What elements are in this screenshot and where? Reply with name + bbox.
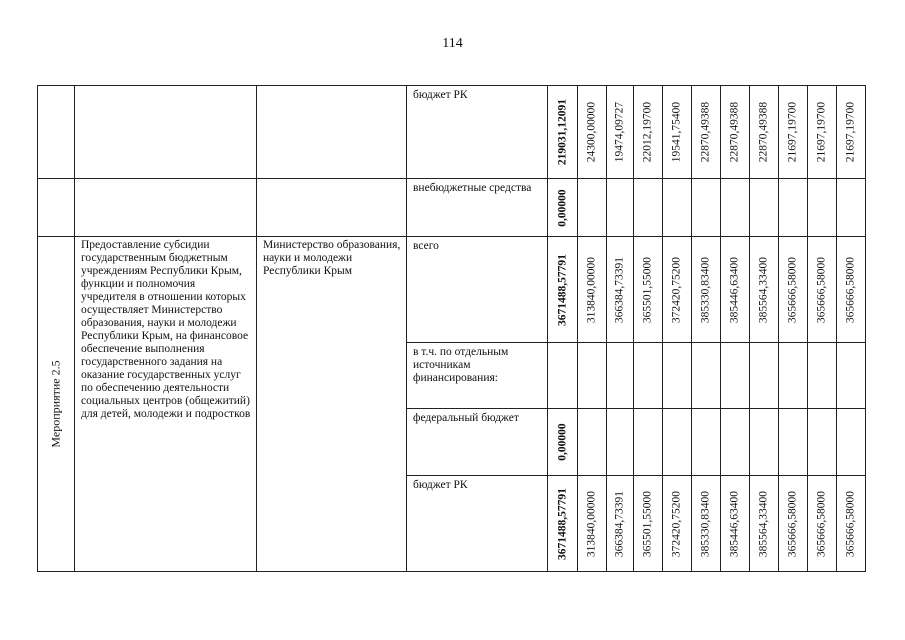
year-value-cell [692,86,721,179]
year-value: 365666,58000 [815,490,828,557]
year-value-cell [779,237,808,343]
year-value-cell [634,343,663,409]
year-value-cell [663,343,692,409]
year-value: 366384,73391 [613,256,626,323]
year-value-cell [808,409,837,476]
year-value: 22870,49388 [699,101,712,163]
year-value-cell [808,476,837,572]
year-value-cell [779,179,808,237]
year-value-cell [692,237,721,343]
year-value-cell [808,86,837,179]
year-value-cell [607,343,634,409]
year-value-cell [750,179,779,237]
year-value-cell [607,409,634,476]
year-value: 22870,49388 [757,101,770,163]
year-value: 313840,00000 [585,256,598,323]
funding-source: бюджет РК [413,479,468,491]
total-value: 3671488,57791 [556,487,568,560]
year-value: 24300,00000 [585,101,598,163]
year-value-cell [721,409,750,476]
year-value-cell [578,476,607,572]
year-value-cell [750,237,779,343]
funding-source: внебюджетные средства [413,182,532,194]
year-value-cell [721,86,750,179]
year-value: 365501,55000 [641,490,654,557]
total-cell [548,343,578,409]
funding-source-cell [407,179,548,237]
year-value: 385330,83400 [699,256,712,323]
table-row [38,237,866,343]
total-cell [548,179,578,237]
year-value-cell [578,237,607,343]
page-number: 114 [442,36,463,51]
executor-cell [257,237,407,572]
year-value-cell [721,343,750,409]
year-value: 385446,63400 [728,490,741,557]
year-value-cell [779,409,808,476]
year-value: 21697,19700 [815,101,828,163]
year-value-cell [837,179,866,237]
year-value-cell [692,179,721,237]
year-value-cell [837,343,866,409]
year-value-cell [607,86,634,179]
year-value-cell [779,343,808,409]
year-value-cell [578,86,607,179]
year-value: 365501,55000 [641,256,654,323]
year-value-cell [634,409,663,476]
year-value-cell [721,237,750,343]
year-value-cell [808,343,837,409]
year-value-cell [837,476,866,572]
total-cell [548,409,578,476]
year-value: 21697,19700 [786,101,799,163]
measure-code: Мероприятие 2.5 [48,360,63,448]
total-value: 219031,12091 [556,98,568,166]
year-value: 19541,75400 [670,101,683,163]
year-value: 19474,09727 [613,101,626,163]
year-value: 21697,19700 [844,101,857,163]
year-value: 365666,58000 [815,256,828,323]
year-value-cell [663,237,692,343]
empty-cell [38,86,75,179]
funding-source-cell [407,476,548,572]
funding-source-cell [407,343,548,409]
year-value-cell [721,179,750,237]
year-value: 372420,75200 [670,256,683,323]
year-value-cell [721,476,750,572]
funding-source-cell [407,237,548,343]
year-value: 22870,49388 [728,101,741,163]
funding-source: всего [413,240,439,252]
total-value: 0,00000 [556,423,568,461]
year-value-cell [779,86,808,179]
year-value-cell [607,179,634,237]
year-value: 313840,00000 [585,490,598,557]
year-value-cell [663,476,692,572]
year-value: 385446,63400 [728,256,741,323]
year-value-cell [634,476,663,572]
table-row [38,179,866,237]
funding-source: в т.ч. по отдельным источникам финансирования: [413,346,509,384]
total-value: 0,00000 [556,188,568,227]
year-value: 365666,58000 [786,256,799,323]
year-value: 22012,19700 [641,101,654,163]
year-value-cell [837,409,866,476]
total-cell [548,476,578,572]
year-value-cell [750,86,779,179]
year-value-cell [634,237,663,343]
year-value-cell [837,86,866,179]
total-cell [548,86,578,179]
year-value: 365666,58000 [844,490,857,557]
year-value-cell [578,179,607,237]
year-value-cell [808,179,837,237]
year-value: 365666,58000 [786,490,799,557]
empty-cell [75,179,257,237]
empty-cell [257,86,407,179]
year-value-cell [750,343,779,409]
year-value-cell [607,476,634,572]
year-value-cell [750,409,779,476]
measure-description: Предоставление субсидии государственным бюджетным учреждениям Республики Крым, функции и полномочия учредителя в отношении которых осуществляет Министерство образования, науки и молодежи Республики Крым, на финансовое обеспечение выполнения государственного задания на оказание государственных услуг по обеспечению деятельности социальных центров (общежитий) для детей, молодежи и подростков [81,239,251,420]
measure-code-cell [38,237,75,572]
year-value: 365666,58000 [844,256,857,323]
funding-source: федеральный бюджет [413,412,519,424]
year-value-cell [837,237,866,343]
year-value-cell [607,237,634,343]
year-value-cell [634,179,663,237]
year-value-cell [663,179,692,237]
year-value: 385564,33400 [757,490,770,557]
executor-name: Министерство образования, науки и молодежи Республики Крым [263,239,401,277]
year-value-cell [692,409,721,476]
table-row [38,86,866,179]
year-value: 372420,75200 [670,490,683,557]
year-value-cell [663,409,692,476]
budget-table [37,85,866,572]
year-value: 366384,73391 [613,490,626,557]
empty-cell [257,179,407,237]
total-cell [548,237,578,343]
year-value-cell [634,86,663,179]
year-value: 385564,33400 [757,256,770,323]
year-value-cell [663,86,692,179]
funding-source-cell [407,409,548,476]
year-value-cell [750,476,779,572]
year-value-cell [578,409,607,476]
year-value-cell [692,476,721,572]
empty-cell [38,179,75,237]
year-value-cell [692,343,721,409]
year-value-cell [779,476,808,572]
year-value: 385330,83400 [699,490,712,557]
measure-description-cell [75,237,257,572]
total-value: 3671488,57791 [556,253,568,326]
funding-source: бюджет РК [413,89,468,101]
funding-source-cell [407,86,548,179]
year-value-cell [808,237,837,343]
empty-cell [75,86,257,179]
year-value-cell [578,343,607,409]
